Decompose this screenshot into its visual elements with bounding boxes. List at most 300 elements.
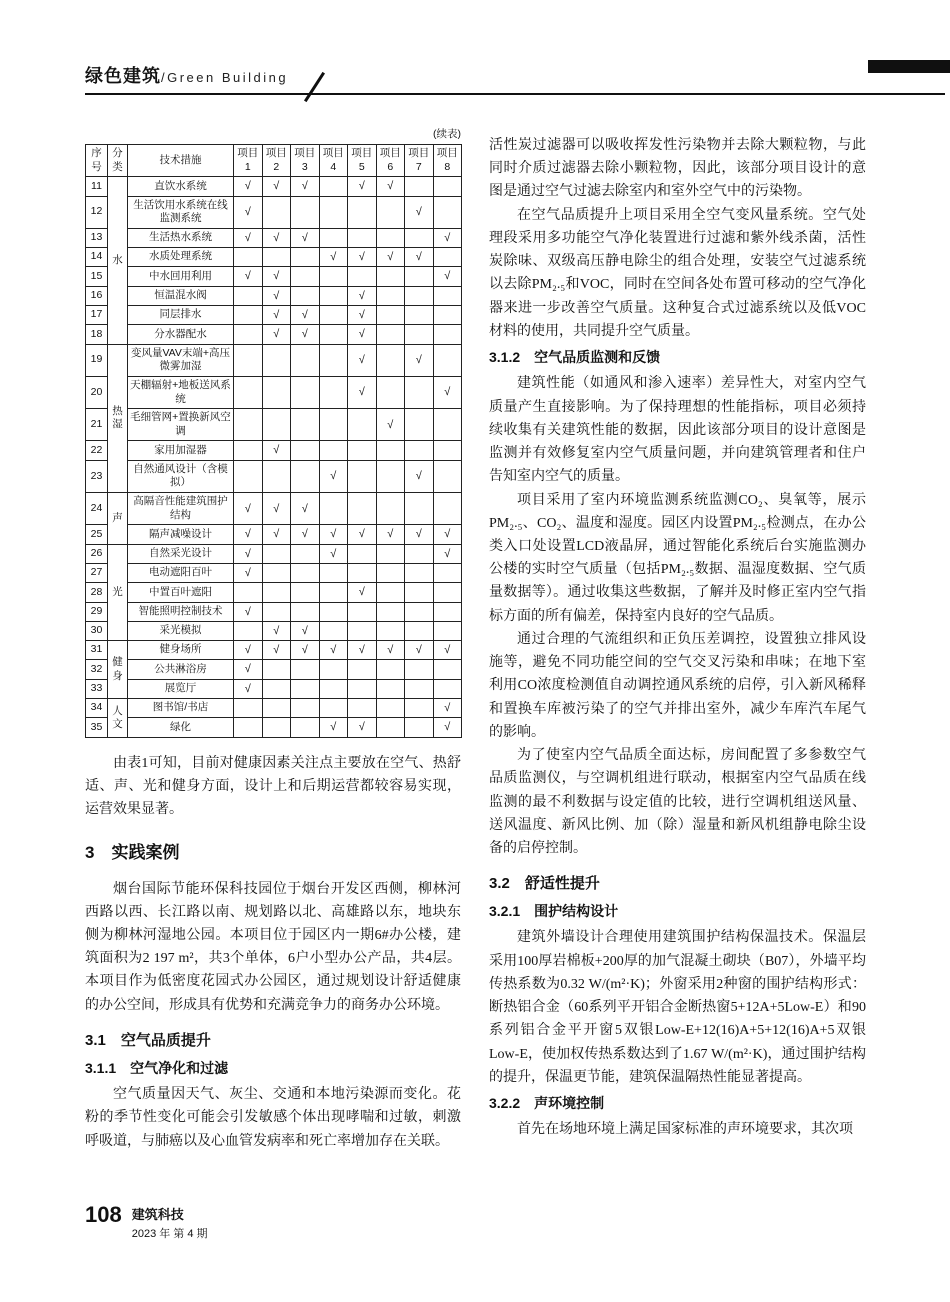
- empty-cell: [433, 493, 462, 525]
- empty-cell: [405, 409, 434, 441]
- empty-cell: [262, 602, 291, 621]
- empty-cell: [376, 267, 405, 286]
- table-header-cell: 项目7: [405, 145, 434, 177]
- empty-cell: [376, 718, 405, 737]
- empty-cell: [348, 228, 377, 247]
- empty-cell: [348, 679, 377, 698]
- empty-cell: [433, 306, 462, 325]
- check-mark-cell: √: [348, 525, 377, 544]
- measure-cell: 高隔音性能建筑围护结构: [128, 493, 234, 525]
- table-row: [86, 525, 462, 544]
- check-mark-cell: √: [291, 641, 320, 660]
- empty-cell: [262, 344, 291, 376]
- empty-cell: [348, 660, 377, 679]
- table-row: [86, 718, 462, 737]
- measure-cell: 中水回用利用: [128, 267, 234, 286]
- empty-cell: [405, 544, 434, 563]
- measure-cell: 采光模拟: [128, 621, 234, 640]
- check-mark-cell: √: [405, 641, 434, 660]
- empty-cell: [433, 196, 462, 228]
- check-mark-cell: √: [319, 718, 348, 737]
- check-mark-cell: √: [433, 376, 462, 408]
- empty-cell: [405, 493, 434, 525]
- table-row: [86, 544, 462, 563]
- table-row: [86, 679, 462, 698]
- empty-cell: [234, 306, 263, 325]
- section-heading: 3.2 舒适性提升: [489, 875, 600, 893]
- empty-cell: [319, 344, 348, 376]
- check-mark-cell: √: [291, 228, 320, 247]
- check-mark-cell: √: [433, 718, 462, 737]
- content-columns: [85, 126, 866, 1153]
- check-mark-cell: √: [291, 493, 320, 525]
- empty-cell: [433, 679, 462, 698]
- empty-cell: [319, 660, 348, 679]
- check-mark-cell: √: [262, 306, 291, 325]
- row-number-cell: 13: [86, 228, 108, 247]
- table-row: [86, 248, 462, 267]
- table-header-cell: 序号: [86, 145, 108, 177]
- empty-cell: [433, 441, 462, 460]
- check-mark-cell: √: [262, 525, 291, 544]
- check-mark-cell: √: [234, 525, 263, 544]
- table-header-cell: 项目2: [262, 145, 291, 177]
- check-mark-cell: √: [405, 344, 434, 376]
- table-row: [86, 602, 462, 621]
- table-row: [86, 196, 462, 228]
- empty-cell: [319, 409, 348, 441]
- category-cell: 热湿: [108, 344, 128, 492]
- empty-cell: [376, 602, 405, 621]
- empty-cell: [319, 699, 348, 718]
- empty-cell: [433, 286, 462, 305]
- check-mark-cell: √: [262, 621, 291, 640]
- row-number-cell: 30: [86, 621, 108, 640]
- check-mark-cell: √: [348, 286, 377, 305]
- check-mark-cell: √: [376, 248, 405, 267]
- empty-cell: [376, 286, 405, 305]
- row-number-cell: 31: [86, 641, 108, 660]
- check-mark-cell: √: [291, 325, 320, 344]
- measure-cell: 绿化: [128, 718, 234, 737]
- empty-cell: [376, 583, 405, 602]
- section-heading: 3 实践案例: [85, 843, 180, 863]
- empty-cell: [234, 621, 263, 640]
- measure-cell: 中置百叶遮阳: [128, 583, 234, 602]
- check-mark-cell: √: [262, 493, 291, 525]
- row-number-cell: 33: [86, 679, 108, 698]
- empty-cell: [376, 563, 405, 582]
- empty-cell: [348, 460, 377, 492]
- check-mark-cell: √: [433, 544, 462, 563]
- empty-cell: [433, 248, 462, 267]
- empty-cell: [433, 344, 462, 376]
- empty-cell: [405, 718, 434, 737]
- row-number-cell: 15: [86, 267, 108, 286]
- empty-cell: [262, 660, 291, 679]
- check-mark-cell: √: [234, 602, 263, 621]
- empty-cell: [405, 679, 434, 698]
- table-row: [86, 228, 462, 247]
- page-header: [85, 62, 288, 88]
- paragraph: 空气质量因天气、灰尘、交通和本地污染源而变化。花粉的季节性变化可能会引发敏感个体出现哮喘和过敏，刺激呼吸道，与肺癌以及心血管发病率和死亡率增加存在关联。: [85, 1087, 461, 1149]
- check-mark-cell: √: [262, 325, 291, 344]
- empty-cell: [234, 344, 263, 376]
- empty-cell: [234, 699, 263, 718]
- empty-cell: [319, 441, 348, 460]
- check-mark-cell: √: [234, 267, 263, 286]
- check-mark-cell: √: [319, 248, 348, 267]
- table-row: [86, 376, 462, 408]
- empty-cell: [433, 460, 462, 492]
- empty-cell: [262, 563, 291, 582]
- empty-cell: [433, 660, 462, 679]
- empty-cell: [291, 718, 320, 737]
- category-cell: 水: [108, 177, 128, 344]
- empty-cell: [376, 306, 405, 325]
- row-number-cell: 18: [86, 325, 108, 344]
- empty-cell: [319, 602, 348, 621]
- empty-cell: [348, 621, 377, 640]
- empty-cell: [262, 376, 291, 408]
- measure-cell: 同层排水: [128, 306, 234, 325]
- empty-cell: [405, 583, 434, 602]
- empty-cell: [433, 602, 462, 621]
- check-mark-cell: √: [234, 177, 263, 196]
- paragraph: 为了使室内空气品质全面达标，房间配置了多参数空气品质监测仪，与空调机组进行联动，根据室内空气品质在线监测的最不利数据与设定值的比较，进行空调机组送风量、送风温度、新风比例、加（除）湿量和新风机组静电除尘设备的启停控制。: [489, 748, 866, 857]
- check-mark-cell: √: [234, 544, 263, 563]
- check-mark-cell: √: [262, 441, 291, 460]
- table-row: [86, 660, 462, 679]
- empty-cell: [405, 660, 434, 679]
- measure-cell: 家用加湿器: [128, 441, 234, 460]
- measure-cell: 恒温混水阀: [128, 286, 234, 305]
- page-footer: [85, 1203, 208, 1241]
- row-number-cell: 20: [86, 376, 108, 408]
- check-mark-cell: √: [405, 196, 434, 228]
- check-mark-cell: √: [376, 409, 405, 441]
- empty-cell: [348, 699, 377, 718]
- empty-cell: [291, 699, 320, 718]
- check-mark-cell: √: [405, 460, 434, 492]
- section-heading: 3.1.1 空气净化和过滤: [85, 1059, 229, 1076]
- empty-cell: [291, 286, 320, 305]
- measure-cell: 自然采光设计: [128, 544, 234, 563]
- empty-cell: [319, 563, 348, 582]
- empty-cell: [376, 228, 405, 247]
- check-mark-cell: √: [433, 525, 462, 544]
- table-row: [86, 344, 462, 376]
- check-mark-cell: √: [319, 641, 348, 660]
- table-row: [86, 621, 462, 640]
- check-mark-cell: √: [319, 544, 348, 563]
- empty-cell: [262, 248, 291, 267]
- empty-cell: [433, 325, 462, 344]
- empty-cell: [319, 376, 348, 408]
- check-mark-cell: √: [291, 621, 320, 640]
- measure-cell: 毛细管网+置换新风空调: [128, 409, 234, 441]
- empty-cell: [319, 228, 348, 247]
- measure-cell: 电动遮阳百叶: [128, 563, 234, 582]
- measure-cell: 分水器配水: [128, 325, 234, 344]
- check-mark-cell: √: [319, 525, 348, 544]
- measures-table: [85, 144, 462, 738]
- empty-cell: [376, 621, 405, 640]
- check-mark-cell: √: [262, 641, 291, 660]
- table-row: [86, 583, 462, 602]
- table-row: [86, 267, 462, 286]
- left-column-text: [85, 752, 461, 1153]
- table-row: [86, 441, 462, 460]
- measure-cell: 展览厅: [128, 679, 234, 698]
- empty-cell: [234, 718, 263, 737]
- empty-cell: [376, 441, 405, 460]
- empty-cell: [262, 544, 291, 563]
- empty-cell: [291, 248, 320, 267]
- check-mark-cell: √: [433, 267, 462, 286]
- table-header-cell: 项目3: [291, 145, 320, 177]
- row-number-cell: 23: [86, 460, 108, 492]
- table-header-cell: 项目1: [234, 145, 263, 177]
- empty-cell: [348, 602, 377, 621]
- empty-cell: [319, 583, 348, 602]
- empty-cell: [291, 344, 320, 376]
- header-rule: [85, 93, 945, 95]
- measure-cell: 隔声减噪设计: [128, 525, 234, 544]
- empty-cell: [262, 699, 291, 718]
- check-mark-cell: √: [234, 660, 263, 679]
- measure-cell: 自然通风设计（含模拟）: [128, 460, 234, 492]
- check-mark-cell: √: [376, 525, 405, 544]
- check-mark-cell: √: [234, 493, 263, 525]
- row-number-cell: 17: [86, 306, 108, 325]
- check-mark-cell: √: [291, 525, 320, 544]
- paragraph: 烟台国际节能环保科技园位于烟台开发区西侧，柳林河西路以西、长江路以南、规划路以北、高雄路以东，地块东侧为柳林河湿地公园。本项目位于园区内一期6#办公楼，建筑面积为2 197 m²，共3个单体，6户小型办公产品，共4层。本项目作为低密度花园式办公园区，通过规划设计舒适健康的办公空间，形成具有优势和充满竞争力的商务办公环境。: [85, 881, 461, 1013]
- issue-info: 2023 年 第 4 期: [131, 1228, 208, 1240]
- table-header-cell: 分类: [108, 145, 128, 177]
- empty-cell: [291, 460, 320, 492]
- table-row: [86, 563, 462, 582]
- empty-cell: [433, 621, 462, 640]
- empty-cell: [291, 679, 320, 698]
- empty-cell: [348, 563, 377, 582]
- empty-cell: [234, 325, 263, 344]
- check-mark-cell: √: [348, 718, 377, 737]
- empty-cell: [376, 344, 405, 376]
- check-mark-cell: √: [376, 177, 405, 196]
- measures-table-body: [86, 177, 462, 737]
- measure-cell: 生活饮用水系统在线监测系统: [128, 196, 234, 228]
- empty-cell: [234, 460, 263, 492]
- table-row: [86, 325, 462, 344]
- table-header-cell: 项目4: [319, 145, 348, 177]
- paragraph: 活性炭过滤器可以吸收挥发性污染物并去除大颗粒物，与此同时介质过滤器去除小颗粒物，因此，该部分项目设计的意图是通过空气过滤去除室内和室外空气中的污染物。: [489, 138, 866, 200]
- empty-cell: [433, 563, 462, 582]
- journal-section-title-en: /Green Building: [161, 70, 289, 85]
- empty-cell: [319, 306, 348, 325]
- check-mark-cell: √: [234, 228, 263, 247]
- table-continuation-note: (续表): [433, 128, 461, 140]
- empty-cell: [376, 660, 405, 679]
- empty-cell: [405, 267, 434, 286]
- journal-name: 建筑科技: [131, 1207, 184, 1222]
- check-mark-cell: √: [405, 525, 434, 544]
- check-mark-cell: √: [376, 641, 405, 660]
- check-mark-cell: √: [262, 228, 291, 247]
- table-row: [86, 641, 462, 660]
- measure-cell: 公共淋浴房: [128, 660, 234, 679]
- empty-cell: [262, 460, 291, 492]
- empty-cell: [405, 602, 434, 621]
- empty-cell: [291, 563, 320, 582]
- empty-cell: [234, 286, 263, 305]
- empty-cell: [291, 441, 320, 460]
- section-heading: 3.1 空气品质提升: [85, 1031, 211, 1049]
- journal-info: [132, 1203, 208, 1241]
- row-number-cell: 22: [86, 441, 108, 460]
- table-header-cell: 项目5: [348, 145, 377, 177]
- row-number-cell: 19: [86, 344, 108, 376]
- empty-cell: [291, 376, 320, 408]
- row-number-cell: 29: [86, 602, 108, 621]
- paragraph: 建筑性能（如通风和渗入速率）差异性大，对室内空气质量产生直接影响。为了保持理想的性能指标，项目必须持续收集有关建筑性能的数据，因此该部分项目的设计意图是监测并有效修复室内空气质量问题，并向建筑管理者和住户告知室内空气的质量。: [489, 376, 866, 485]
- empty-cell: [348, 267, 377, 286]
- empty-cell: [405, 286, 434, 305]
- row-number-cell: 21: [86, 409, 108, 441]
- empty-cell: [291, 544, 320, 563]
- check-mark-cell: √: [234, 563, 263, 582]
- check-mark-cell: √: [348, 376, 377, 408]
- empty-cell: [376, 699, 405, 718]
- empty-cell: [291, 409, 320, 441]
- paragraph: 建筑外墙设计合理使用建筑围护结构保温技术。保温层采用100厚岩棉板+200厚的加气混凝土砌块（B07），外墙平均传热系数为0.32 W/(m²·K)；外窗采用2种窗的围护结构形式：断热铝合金（60系列平开铝合金断热窗5+12A+5Low-E）和90系列铝合金平开窗5双银Low-E+12(16)A+5+12(16)A+5双银Low-E，使加权传热系数达到了1.67 W/(m²·K)，通过围护结构的提升，保温更节能，建筑保温隔热性能显著提高。: [489, 930, 866, 1085]
- check-mark-cell: √: [262, 267, 291, 286]
- journal-section-title-zh: 绿色建筑: [85, 66, 161, 86]
- paragraph: 在空气品质提升上项目采用全空气变风量系统。空气处理段采用多功能空气净化装置进行过滤和紫外线杀菌，活性炭除味、双级高压静电除尘的组合处理，安装空气过滤系统以去除PM₂.₅和VOC，同时在空间各处布置可移动的空气净化器来进一步改善空气质量。这种复合式过滤系统以及低VOC材料的使用，共同提升空气质量。: [489, 207, 866, 339]
- table-header-cell: 技术措施: [128, 145, 234, 177]
- paragraph: 首先在场地环境上满足国家标准的声环境要求，其次项: [517, 1122, 853, 1138]
- measure-cell: 智能照明控制技术: [128, 602, 234, 621]
- empty-cell: [376, 460, 405, 492]
- empty-cell: [234, 409, 263, 441]
- empty-cell: [405, 376, 434, 408]
- empty-cell: [291, 196, 320, 228]
- right-column: [489, 126, 866, 1153]
- empty-cell: [262, 583, 291, 602]
- header-decoration-bar: [868, 60, 950, 73]
- check-mark-cell: √: [262, 177, 291, 196]
- check-mark-cell: √: [405, 248, 434, 267]
- check-mark-cell: √: [291, 306, 320, 325]
- table-row: [86, 699, 462, 718]
- section-heading: 3.1.2 空气品质监测和反馈: [489, 349, 661, 366]
- empty-cell: [262, 718, 291, 737]
- measure-cell: 健身场所: [128, 641, 234, 660]
- table-row: [86, 493, 462, 525]
- row-number-cell: 24: [86, 493, 108, 525]
- measure-cell: 直饮水系统: [128, 177, 234, 196]
- table-row: [86, 177, 462, 196]
- check-mark-cell: √: [234, 641, 263, 660]
- measure-cell: 天棚辐射+地板送风系统: [128, 376, 234, 408]
- row-number-cell: 26: [86, 544, 108, 563]
- slash-decoration-icon: [304, 72, 325, 102]
- check-mark-cell: √: [433, 699, 462, 718]
- empty-cell: [376, 679, 405, 698]
- table-row: [86, 286, 462, 305]
- empty-cell: [262, 409, 291, 441]
- page-number: 108: [85, 1202, 122, 1227]
- table-row: [86, 306, 462, 325]
- check-mark-cell: √: [348, 306, 377, 325]
- empty-cell: [291, 660, 320, 679]
- empty-cell: [319, 267, 348, 286]
- check-mark-cell: √: [348, 641, 377, 660]
- row-number-cell: 25: [86, 525, 108, 544]
- empty-cell: [262, 679, 291, 698]
- empty-cell: [376, 544, 405, 563]
- row-number-cell: 35: [86, 718, 108, 737]
- check-mark-cell: √: [348, 344, 377, 376]
- left-column: [85, 126, 461, 1153]
- category-cell: 光: [108, 544, 128, 640]
- paragraph: 由表1可知，目前对健康因素关注点主要放在空气、热舒适、声、光和健身方面，设计上和后期运营都较容易实现，运营效果显著。: [85, 755, 461, 818]
- table-header-row: [86, 145, 462, 177]
- empty-cell: [405, 621, 434, 640]
- check-mark-cell: √: [348, 583, 377, 602]
- empty-cell: [405, 177, 434, 196]
- empty-cell: [348, 409, 377, 441]
- check-mark-cell: √: [348, 325, 377, 344]
- empty-cell: [433, 409, 462, 441]
- row-number-cell: 11: [86, 177, 108, 196]
- empty-cell: [433, 583, 462, 602]
- empty-cell: [405, 325, 434, 344]
- empty-cell: [405, 699, 434, 718]
- row-number-cell: 16: [86, 286, 108, 305]
- category-cell: 人文: [108, 699, 128, 738]
- empty-cell: [291, 583, 320, 602]
- check-mark-cell: √: [348, 177, 377, 196]
- table-row: [86, 409, 462, 441]
- check-mark-cell: √: [262, 286, 291, 305]
- measure-cell: 水质处理系统: [128, 248, 234, 267]
- empty-cell: [405, 306, 434, 325]
- empty-cell: [234, 583, 263, 602]
- row-number-cell: 14: [86, 248, 108, 267]
- empty-cell: [262, 196, 291, 228]
- measure-cell: 变风量VAV末端+高压微雾加湿: [128, 344, 234, 376]
- empty-cell: [234, 441, 263, 460]
- paragraph: 项目采用了室内环境监测系统监测CO₂、臭氧等，展示PM₂.₅、CO₂、温度和湿度。园区内设置PM₂.₅检测点，在办公类入口处设置LCD液晶屏，通过智能化系统后台实施监测办公楼的实时空气质量（包括PM₂.₅数据、温湿度数据、空气质量数据等）。通过收集这些数据，了解并及时修正室内空气指标方面的所有偏差，保持室内良好的空气品质。: [489, 492, 866, 624]
- empty-cell: [319, 621, 348, 640]
- table-row: [86, 460, 462, 492]
- empty-cell: [319, 325, 348, 344]
- empty-cell: [319, 286, 348, 305]
- empty-cell: [348, 196, 377, 228]
- empty-cell: [433, 177, 462, 196]
- empty-cell: [348, 441, 377, 460]
- empty-cell: [348, 493, 377, 525]
- category-cell: 健身: [108, 641, 128, 699]
- table-header-cell: 项目6: [376, 145, 405, 177]
- row-number-cell: 27: [86, 563, 108, 582]
- empty-cell: [234, 376, 263, 408]
- row-number-cell: 34: [86, 699, 108, 718]
- measure-cell: 图书馆/书店: [128, 699, 234, 718]
- empty-cell: [234, 248, 263, 267]
- empty-cell: [376, 196, 405, 228]
